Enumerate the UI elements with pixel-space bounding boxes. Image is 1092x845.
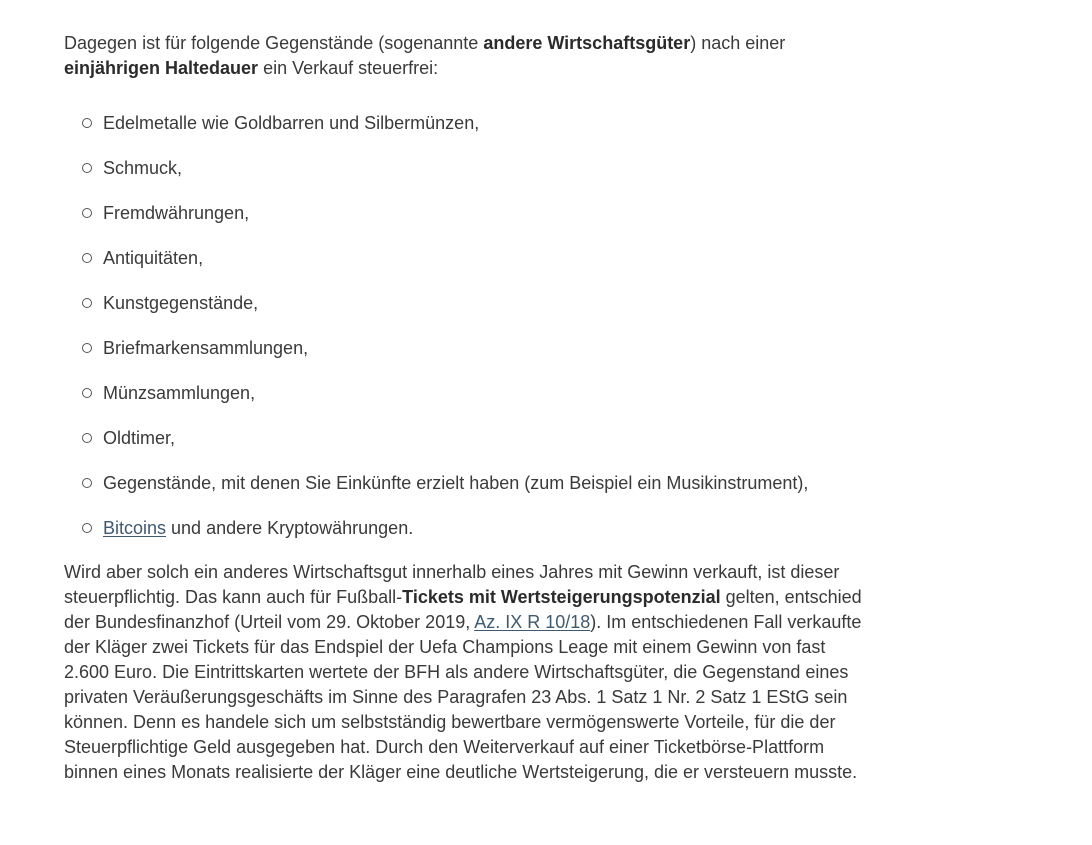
list-item-text: Münzsammlungen,	[103, 383, 256, 403]
circle-bullet-icon	[82, 163, 92, 173]
list-item	[64, 336, 872, 361]
circle-bullet-icon	[82, 478, 92, 488]
list-item	[64, 426, 872, 451]
circle-bullet-icon	[82, 523, 92, 533]
list-item-text: Edelmetalle wie Goldbarren und Silbermünzen,	[103, 113, 480, 133]
list-item-text: Schmuck,	[103, 158, 183, 178]
list-item-text: Fremdwährungen,	[103, 203, 250, 223]
paragraph-text-3: ). Im entschiedenen Fall verkaufte der Kläger zwei Tickets für das Endspiel der Uefa Champions Leage mit einem Gewinn von fast 2.600 Euro. Die Eintrittskarten wertete der BFH als andere Wirtschaftsgüter, die Gegenstand eines privaten Veräußerungsgeschäfts im Sinne des Paragrafen 23 Abs. 1 Satz 1 Nr. 2 Satz 1 EStG sein können. Denn es handele sich um selbstständig bewertbare vermögenswerte Vorteile, für die der Steuerpflichtige Geld ausgegeben hat. Durch den Weiterverkauf auf einer Ticketbörse-Plattform binnen eines Monats realisierte der Kläger eine deutliche Wertsteigerung, die er versteuern musste.	[64, 612, 862, 782]
list-item-text: Briefmarkensammlungen,	[103, 338, 309, 358]
list-item	[64, 381, 872, 406]
list-item-text: Oldtimer,	[103, 428, 176, 448]
intro-bold-other-goods: andere Wirtschaftsgüter	[483, 33, 691, 53]
list-item-text: Kunstgegenstände,	[103, 293, 259, 313]
intro-paragraph	[64, 31, 872, 81]
intro-text-1: Dagegen ist für folgende Gegenstände (sogenannte	[64, 33, 484, 53]
list-item	[64, 111, 872, 136]
circle-bullet-icon	[82, 208, 92, 218]
paragraph-text-2: gelten, entschied der Bundesfinanzhof (Urteil vom 29. Oktober 2019,	[64, 587, 862, 632]
paragraph-text-1: Wird aber solch ein anderes Wirtschaftsgut innerhalb eines Jahres mit Gewinn verkauft, ist dieser steuerpflichtig. Das kann auch für Fußball-	[64, 562, 840, 607]
paragraph-bold-tickets: Tickets mit Wertsteigerungspotenzial	[402, 587, 721, 607]
tax-free-goods-list	[64, 111, 872, 541]
circle-bullet-icon	[82, 388, 92, 398]
ticket-ruling-paragraph	[64, 560, 872, 785]
intro-text-2: ) nach einer	[690, 33, 786, 53]
circle-bullet-icon	[82, 433, 92, 443]
court-ruling-link[interactable]: Az. IX R 10/18	[474, 612, 591, 632]
intro-bold-holding-period: einjährigen Haltedauer	[64, 58, 259, 78]
list-item	[64, 291, 872, 316]
list-item	[64, 471, 872, 496]
list-item-text: Gegenstände, mit denen Sie Einkünfte erzielt haben (zum Beispiel ein Musikinstrument),	[103, 473, 809, 493]
list-item	[64, 516, 872, 541]
list-item-text: Antiquitäten,	[103, 248, 204, 268]
intro-text-3: ein Verkauf steuerfrei:	[258, 58, 439, 78]
circle-bullet-icon	[82, 343, 92, 353]
circle-bullet-icon	[82, 118, 92, 128]
list-item	[64, 201, 872, 226]
list-item	[64, 156, 872, 181]
list-item-text: und andere Kryptowährungen.	[166, 518, 414, 538]
circle-bullet-icon	[82, 253, 92, 263]
article-content	[64, 31, 872, 785]
circle-bullet-icon	[82, 298, 92, 308]
bitcoins-link[interactable]: Bitcoins	[103, 518, 167, 538]
list-item	[64, 246, 872, 271]
